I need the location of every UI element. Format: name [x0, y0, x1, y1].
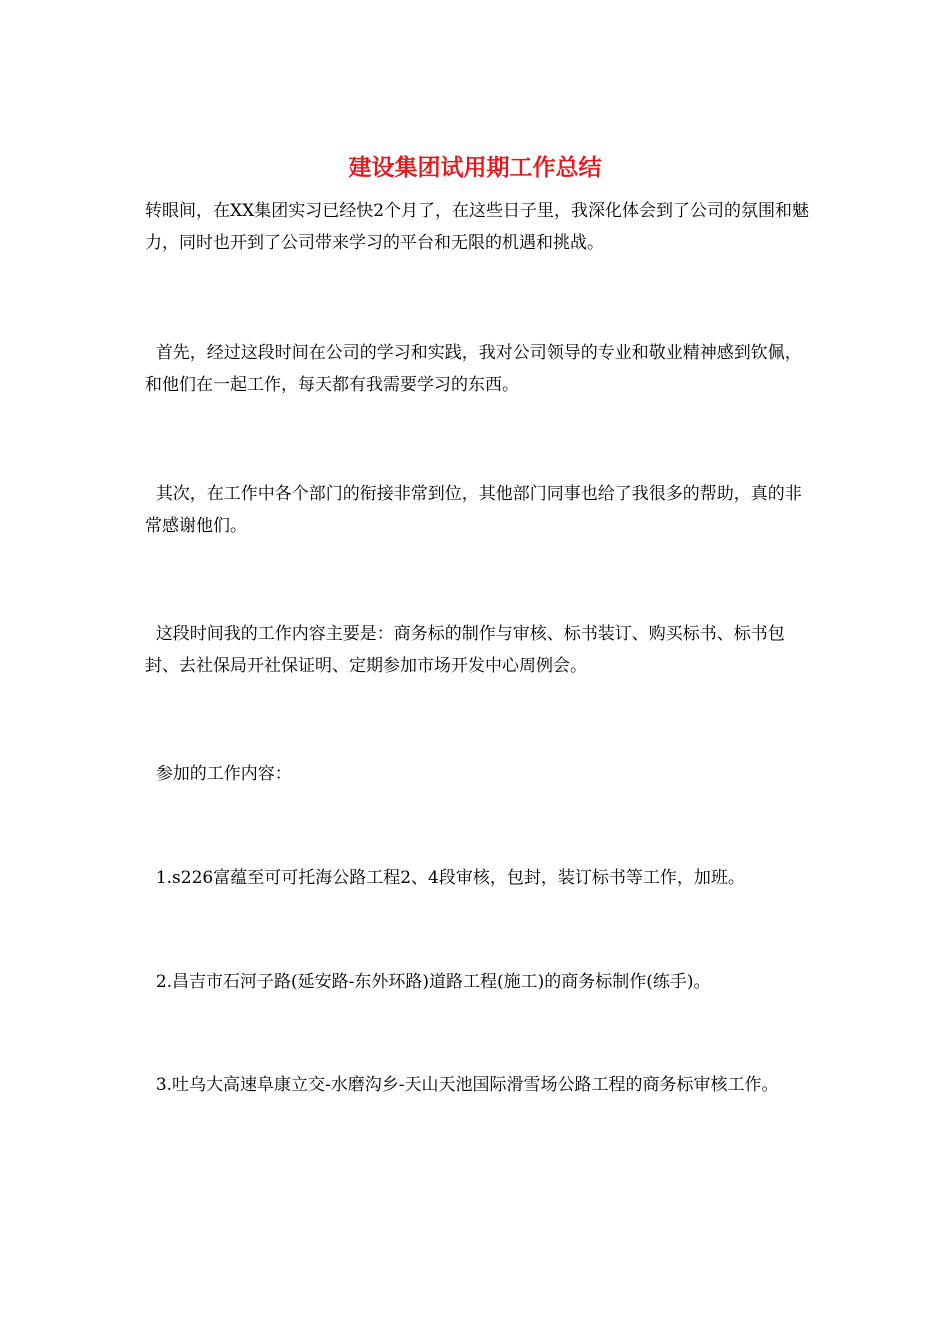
list-item-1: 1.s226富蕴至可可托海公路工程2、4段审核，包封，装订标书等工作，加班。 [145, 868, 745, 888]
list-item-2: 2.昌吉市石河子路(延安路-东外环路)道路工程(施工)的商务标制作(练手)。 [145, 972, 711, 992]
paragraph-intro: 转眼间，在XX集团实习已经快2个月了，在这些日子里，我深化体会到了公司的氛围和魅力，同时也开到了公司带来学习的平台和无限的机遇和挑战。 [145, 201, 810, 253]
document-title: 建设集团试用期工作总结 [348, 154, 602, 181]
paragraph-first: 首先，经过这段时间在公司的学习和实践，我对公司领导的专业和敬业精神感到钦佩，和他们在一起工作，每天都有我需要学习的东西。 [145, 343, 802, 395]
paragraph-second: 其次，在工作中各个部门的衔接非常到位，其他部门同事也给了我很多的帮助，真的非常感谢他们。 [145, 484, 802, 536]
list-item-3: 3.吐乌大高速阜康立交-水磨沟乡-天山天池国际滑雪场公路工程的商务标审核工作。 [145, 1075, 779, 1095]
paragraph-work-content: 这段时间我的工作内容主要是：商务标的制作与审核、标书装订、购买标书、标书包封、去社保局开社保证明、定期参加市场开发中心周例会。 [145, 624, 785, 676]
paragraph-participated-heading: 参加的工作内容： [145, 764, 292, 784]
